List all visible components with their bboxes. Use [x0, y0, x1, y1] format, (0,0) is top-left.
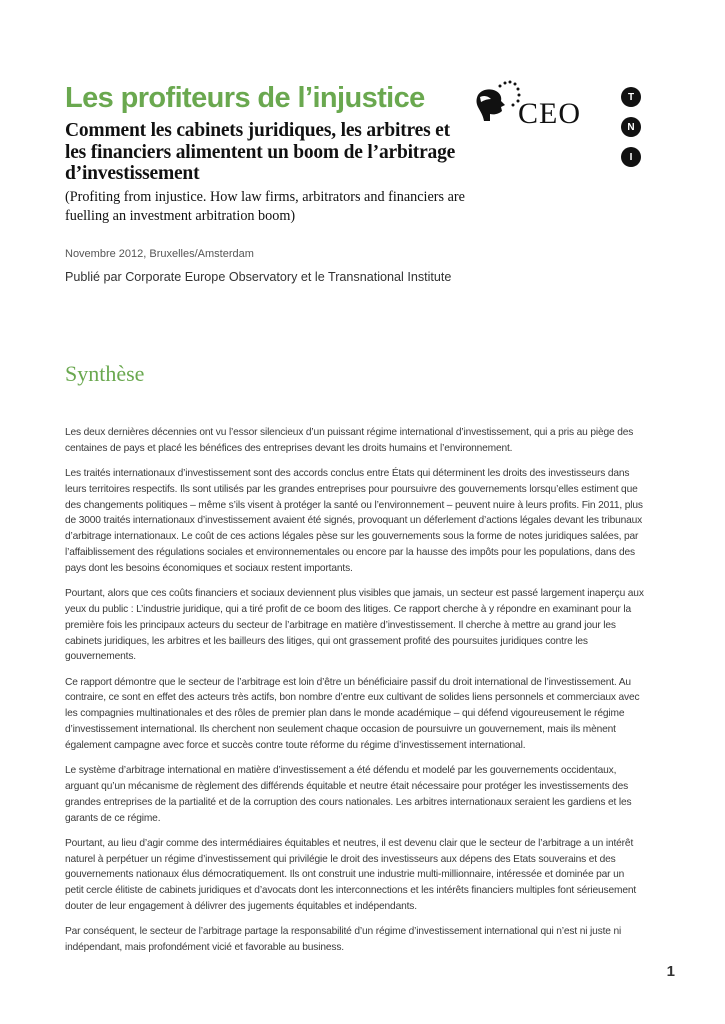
- ceo-logo-text: CEO: [518, 97, 581, 130]
- tni-logo-i: I: [621, 147, 641, 167]
- document-title: Les profiteurs de l’injustice: [65, 82, 425, 114]
- document-subtitle: Comment les cabinets juridiques, les arbitres et les financiers alimentent un boom de l’arbitrage d’investissement: [65, 120, 456, 184]
- summary-body: [65, 425, 645, 965]
- publication-date: Novembre 2012, Bruxelles/Amsterdam: [65, 248, 254, 260]
- ceo-head-icon: [474, 77, 522, 129]
- english-subtitle: (Profiting from injustice. How law firms, arbitrators and financiers are fuelling an investment arbitration boom): [65, 189, 465, 224]
- paragraph: Pourtant, alors que ces coûts financiers et sociaux deviennent plus visibles que jamais, un secteur est passé largement inaperçu aux yeux du public : L’industrie juridique, qui a tiré profit de ce boom des litiges. Ce rapport cherche à y répondre en examinant pour la première fois les principaux acteurs du secteur de l’arbitrage en matière d’investissement. Il cherche à mettre au grand jour les cabinets juridiques, les arbitres et les bailleurs des litiges, qui ont grassement profité des poursuites juridiques contre les gouvernements.: [65, 588, 644, 663]
- section-title: Synthèse: [65, 361, 145, 386]
- paragraph: Le système d’arbitrage international en matière d’investissement a été défendu et modelé par les gouvernements occidentaux, arguant qu’un mécanisme de règlement des différends équitable et neutre était nécessaire pour protéger les investissements des grandes entreprises de la partialité et de la corruption des cours nationales. Les arbitres internationaux seraient les gardiens et les garants de ce régime.: [65, 765, 632, 824]
- publisher-line: Publié par Corporate Europe Observatory et le Transnational Institute: [65, 270, 452, 284]
- tni-logo-n: N: [621, 117, 641, 137]
- paragraph: Par conséquent, le secteur de l’arbitrage partage la responsabilité d’un régime d’investissement international qui n’est ni juste ni indépendant, mais profondément vicié et favorable au business.: [65, 926, 622, 954]
- tni-logo-t: T: [621, 87, 641, 107]
- page-number: 1: [666, 963, 675, 980]
- paragraph: Pourtant, au lieu d’agir comme des intermédiaires équitables et neutres, il est devenu clair que le secteur de l’arbitrage a un intérêt naturel à perpétuer un régime d’investissement qui privilégie le droit des investisseurs aux dépens des Etats souverains et des gouvernements nationaux élus démocratiquement. Ils ont construit une industrie multi-millionnaire, intéressée et dominée par un petit cercle élitiste de cabinets juridiques et d’avocats dont les interconnections et les intérêts financiers multiples font sérieusement douter de leur engagement à délivrer des jugements équitables et indépendants.: [65, 837, 637, 913]
- ceo-logo: [474, 75, 604, 133]
- paragraph: Les deux dernières décennies ont vu l’essor silencieux d’un puissant régime international d’investissement, qui a pris au piège des centaines de pays et placé les bénéfices des entreprises devant les droits humains et l’environnement.: [65, 427, 634, 454]
- paragraph: Les traités internationaux d’investissement sont des accords conclus entre États qui déterminent les droits des investisseurs dans leurs territoires respectifs. Ils sont utilisés par les grandes entreprises pour poursuivre des gouvernements lorsqu’elles estiment que des changements politiques – même s’ils visent à protéger la santé ou l’environnement – peuvent nuire à leurs profits. Fin 2011, plus de 3000 traités internationaux d’investissement avaient été signés, provoquant un déferlement d’actions légales devant les tribunaux d’arbitrage internationaux. Le coût de ces actions légales pèse sur les gouvernements sous la forme de notes juridiques salées, par l’affaiblissement des régulations sociales et environnementales ou encore par la hausse des impôts pour les populations, dans des pays dont les besoins économiques et sociaux restent importants.: [65, 468, 643, 574]
- paragraph: Ce rapport démontre que le secteur de l’arbitrage est loin d’être un bénéficiaire passif du droit international de l’investissement. Au contraire, ce sont en effet des acteurs très actifs, bon nombre d’entre eux cultivant de solides liens personnels et commerciaux avec les compagnies multinationales et des rôles de premier plan dans le monde académique – qui défend vigoureusement le régime d’investissement international. Ils cherchent non seulement chaque occasion de poursuivre un gouvernement, mais ils mènent également campagne avec force et succès contre toute réforme du régime d’investissement international.: [65, 676, 640, 751]
